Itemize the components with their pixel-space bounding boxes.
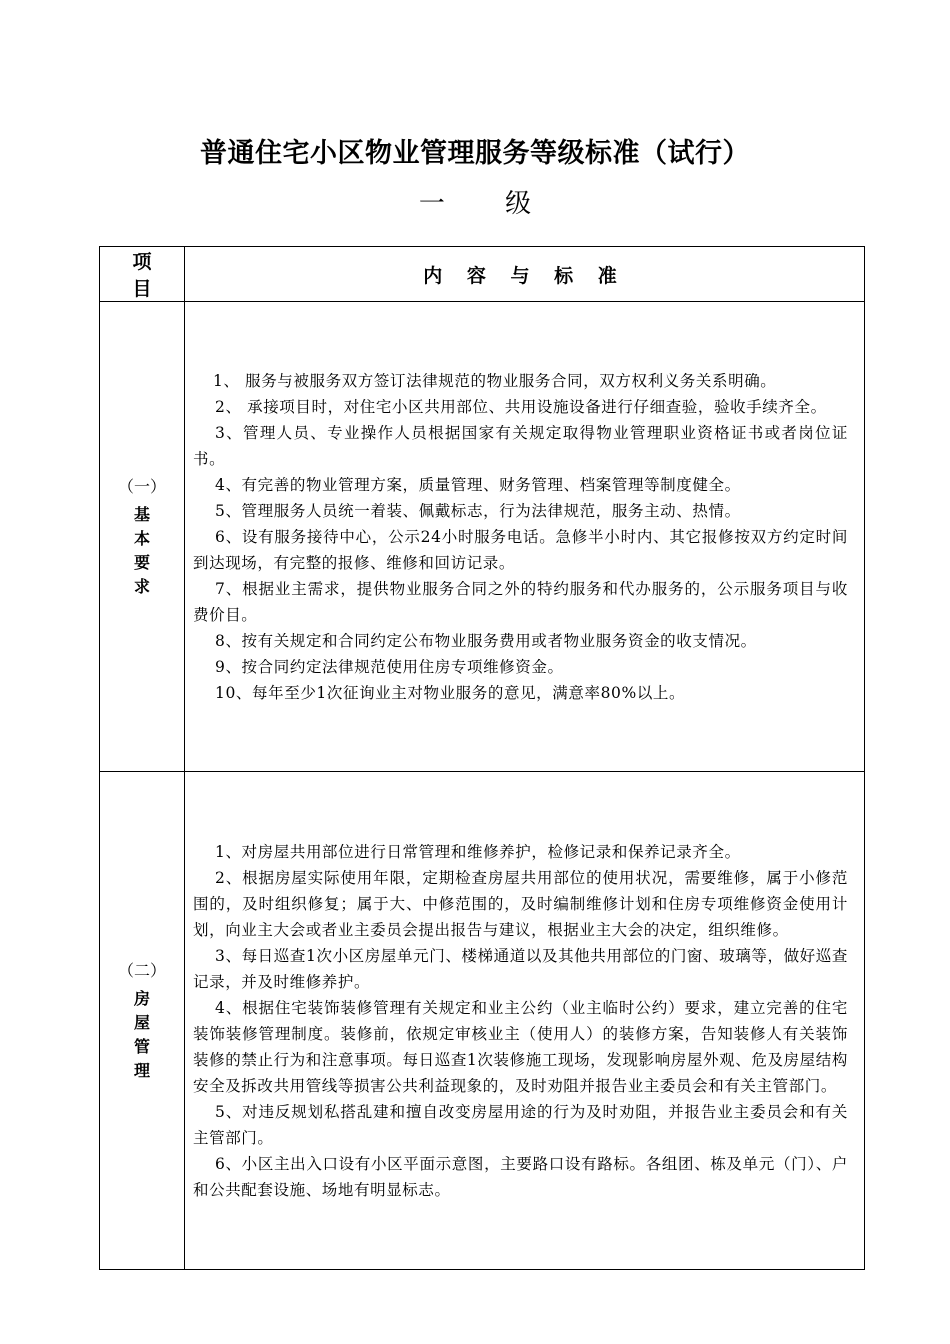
header-item: 项 目 (100, 247, 185, 302)
list-item: 4、有完善的物业管理方案，质量管理、财务管理、档案管理等制度健全。 (215, 475, 741, 494)
document-title: 普通住宅小区物业管理服务等级标准（试行） (200, 138, 750, 169)
section-number: （二） (117, 960, 166, 980)
section-label-char: 求 (133, 576, 150, 596)
section-basic-requirements (100, 302, 865, 772)
section-content-basic (185, 302, 865, 772)
section-number: （一） (117, 476, 166, 496)
section-label-basic (100, 302, 185, 772)
section-label-char: 管 (133, 1036, 150, 1056)
list-item: 2、根据房屋实际使用年限，定期检查房屋共用部位的使用状况，需要维修，属于小修范围的，及时组织修复；属于大、中修范围的，及时编制维修计划和住房专项维修资金使用计划，向业主大会或者业主委员会提出报告与建议，根据业主大会的决定，组织维修。 (193, 868, 848, 939)
standards-table (99, 246, 865, 1270)
list-item: 9、按合同约定法律规范使用住房专项维修资金。 (215, 657, 564, 676)
service-level-heading: 一 级 (418, 189, 558, 219)
list-item: 8、按有关规定和合同约定公布物业服务费用或者物业服务资金的收支情况。 (215, 631, 757, 650)
list-item: 2、 承接项目时，对住宅小区共用部位、共用设施设备进行仔细查验，验收手续齐全。 (215, 397, 827, 416)
section-content-housing (185, 772, 865, 1270)
section-label-char: 本 (133, 528, 150, 548)
section-label-char: 基 (133, 504, 150, 524)
list-item: 1、 服务与被服务双方签订法律规范的物业服务合同，双方权利义务关系明确。 (213, 371, 777, 390)
list-item: 4、根据住宅装饰装修管理有关规定和业主公约（业主临时公约）要求，建立完善的住宅装饰装修管理制度。装修前，依规定审核业主（使用人）的装修方案，告知装修人有关装饰装修的禁止行为和注意事项。每日巡查1次装修施工现场，发现影响房屋外观、危及房屋结构安全及拆改共用管线等损害公共利益现象的，及时劝阻并报告业主委员会和有关主管部门。 (193, 998, 848, 1095)
list-item: 7、根据业主需求，提供物业服务合同之外的特约服务和代办服务的，公示服务项目与收费价目。 (193, 579, 848, 624)
list-item: 3、每日巡查1次小区房屋单元门、楼梯通道以及其他共用部位的门窗、玻璃等，做好巡查记录，并及时维修养护。 (193, 946, 848, 991)
list-item: 3、管理人员、专业操作人员根据国家有关规定取得物业管理职业资格证书或者岗位证书。 (193, 423, 848, 468)
list-item: 10、每年至少1次征询业主对物业服务的意见，满意率80%以上。 (215, 683, 686, 702)
list-item: 5、管理服务人员统一着装、佩戴标志，行为法律规范，服务主动、热情。 (215, 501, 741, 520)
section-label-char: 房 (133, 988, 150, 1008)
list-item: 1、对房屋共用部位进行日常管理和维修养护，检修记录和保养记录齐全。 (215, 842, 741, 861)
section-label-char: 要 (133, 552, 150, 572)
header-content: 内 容 与 标 准 (185, 247, 865, 302)
list-item: 6、小区主出入口设有小区平面示意图，主要路口设有路标。各组团、栋及单元（门）、户和公共配套设施、场地有明显标志。 (193, 1154, 848, 1199)
section-label-housing (100, 772, 185, 1270)
section-label-char: 理 (133, 1060, 150, 1080)
list-item: 6、设有服务接待中心，公示24小时服务电话。急修半小时内、其它报修按双方约定时间到达现场，有完整的报修、维修和回访记录。 (193, 527, 848, 572)
section-housing-management (100, 772, 865, 1270)
table-header-row (100, 247, 865, 302)
section-label-char: 屋 (133, 1012, 150, 1032)
list-item: 5、对违反规划私搭乱建和擅自改变房屋用途的行为及时劝阻，并报告业主委员会和有关主管部门。 (193, 1102, 848, 1147)
